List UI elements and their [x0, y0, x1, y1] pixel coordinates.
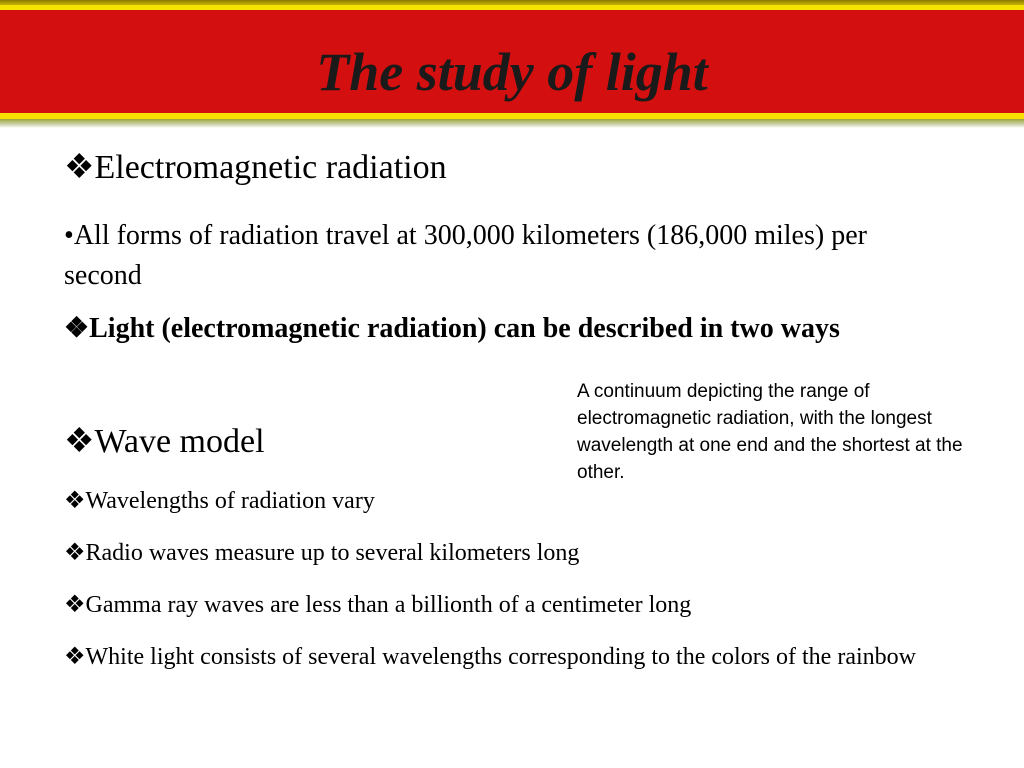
diamond-bullet-icon: ❖	[64, 488, 86, 514]
diamond-bullet-icon: ❖	[64, 149, 95, 186]
bullet-text: All forms of radiation travel at 300,000 kilometers (186,000 miles) per second	[64, 220, 867, 291]
bullet-text: Radio waves measure up to several kilometers long	[85, 540, 580, 566]
bullet-light-two-ways	[64, 304, 944, 354]
bullet-radiation-speed	[64, 216, 924, 296]
spectrum-caption: A continuum depicting the range of electromagnetic radiation, with the longest wavelength at one end and the shortest at the other.	[577, 381, 963, 483]
bullet-text: Gamma ray waves are less than a billionth of a centimeter long	[85, 592, 692, 618]
bullet-text: Wavelengths of radiation vary	[85, 488, 375, 514]
bullet-wave-model	[64, 422, 265, 462]
bullet-text: Electromagnetic radiation	[94, 149, 447, 186]
dot-bullet-icon: •	[64, 220, 74, 251]
bullet-text: White light consists of several wavelengths corresponding to the colors of the rainbow	[85, 644, 916, 670]
bullet-radio-waves	[64, 537, 579, 569]
diamond-bullet-icon: ❖	[64, 644, 86, 670]
bullet-white-light	[64, 640, 944, 674]
diamond-bullet-icon: ❖	[64, 592, 86, 618]
bullet-wavelengths-vary	[64, 485, 375, 517]
slide-header	[0, 0, 1024, 128]
bullet-electromagnetic-radiation	[64, 148, 447, 188]
diamond-bullet-icon: ❖	[64, 423, 95, 460]
bullet-text: Wave model	[94, 423, 265, 460]
diamond-bullet-icon: ❖	[64, 540, 86, 566]
slide-title: The study of light	[316, 42, 708, 102]
bullet-text: Light (electromagnetic radiation) can be described in two ways	[89, 313, 840, 344]
bullet-gamma-rays	[64, 589, 691, 621]
header-bottom-green-stripe	[0, 119, 1024, 128]
diamond-bullet-icon: ❖	[64, 313, 90, 344]
